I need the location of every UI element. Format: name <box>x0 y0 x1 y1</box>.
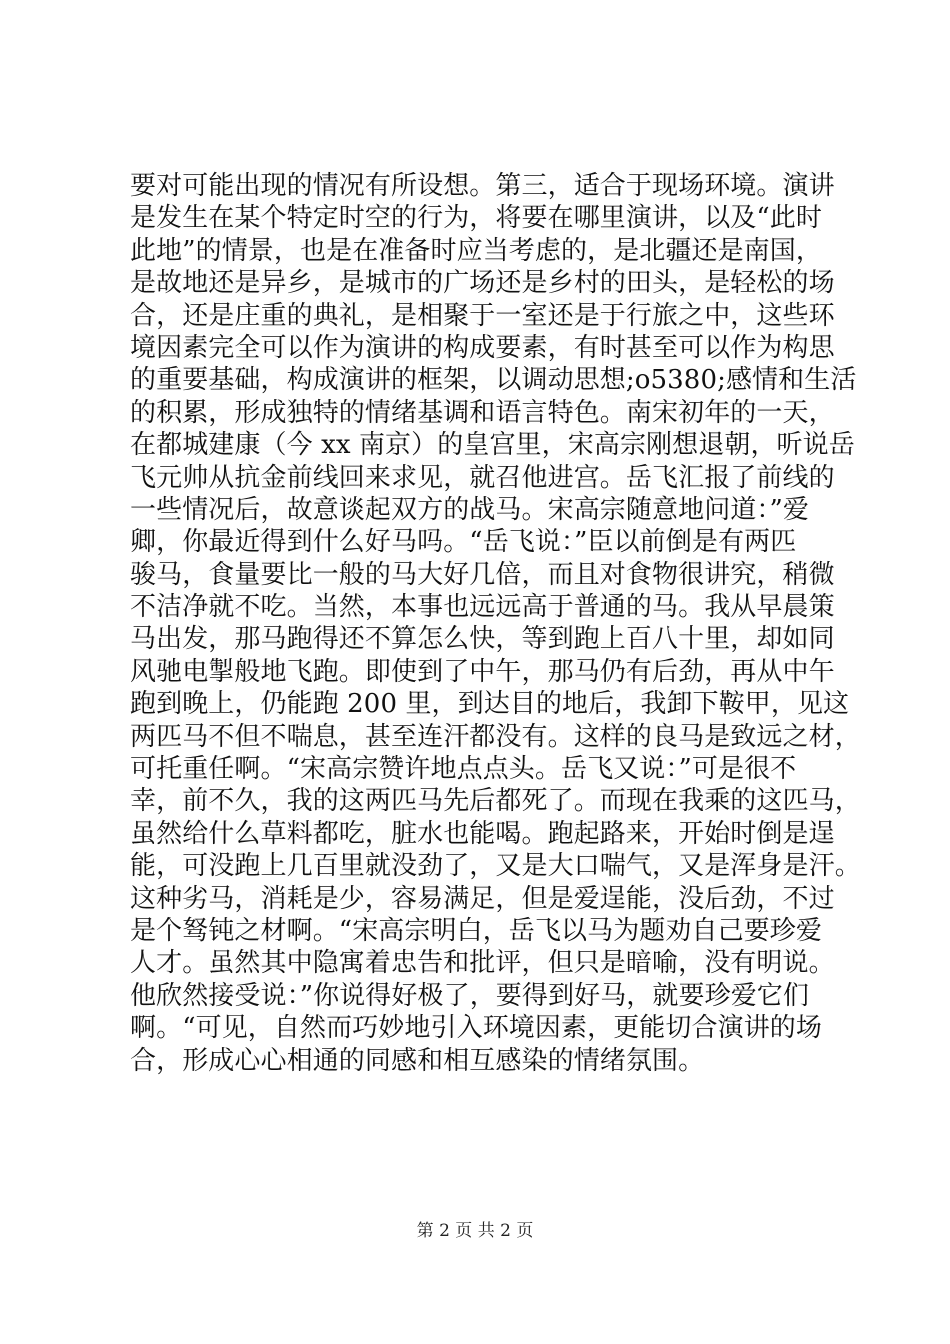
text-line: 这种劣马，消耗是少，容易满足，但是爱逞能，没后劲，不过 <box>130 883 835 914</box>
text-line: 跑到晚上，仍能跑 200 里，到达目的地后，我卸下鞍甲，见这 <box>130 689 850 720</box>
text-line: 是故地还是异乡，是城市的广场还是乡村的田头，是轻松的场 <box>130 268 835 299</box>
text-line: 合，还是庄重的典礼，是相聚于一室还是于行旅之中，这些环 <box>130 300 835 331</box>
text-line: 境因素完全可以作为演讲的构成要素，有时甚至可以作为构思 <box>130 332 835 363</box>
text-line: 一些情况后，故意谈起双方的战马。宋高宗随意地问道：”爱 <box>130 494 809 525</box>
text-line: 风驰电掣般地飞跑。即使到了中午，那马仍有后劲，再从中午 <box>130 656 835 687</box>
text-line: 此地”的情景，也是在准备时应当考虑的，是北疆还是南国， <box>130 235 822 266</box>
text-line: 能，可没跑上几百里就没劲了，又是大口喘气，又是浑身是汗。 <box>130 851 861 882</box>
body-text <box>130 170 861 1077</box>
text-line: 马出发，那马跑得还不算怎么快，等到跑上百八十里，却如同 <box>130 624 835 655</box>
text-line: 不洁净就不吃。当然，本事也远远高于普通的马。我从早晨策 <box>130 592 835 623</box>
text-line: 合，形成心心相通的同感和相互感染的情绪氛围。 <box>130 1045 705 1076</box>
text-line: 是发生在某个特定时空的行为，将要在哪里演讲，以及“此时 <box>130 203 822 234</box>
text-line: 在都城建康（今 xx 南京）的皇宫里，宋高宗刚想退朝，听说岳 <box>130 430 855 461</box>
text-line: 要对可能出现的情况有所设想。第三，适合于现场环境。演讲 <box>130 171 835 201</box>
text-line: 的积累，形成独特的情绪基调和语言特色。南宋初年的一天， <box>130 397 835 428</box>
text-line: 他欣然接受说：”你说得好极了，要得到好马，就要珍爱它们 <box>130 980 809 1011</box>
text-line: 两匹马不但不喘息，甚至连汗都没有。这样的良马是致远之材， <box>130 721 861 752</box>
text-line: 飞元帅从抗金前线回来求见，就召他进宫。岳飞汇报了前线的 <box>130 462 835 493</box>
text-line: 人才。虽然其中隐寓着忠告和批评，但只是暗喻，没有明说。 <box>130 948 835 979</box>
text-line: 的重要基础，构成演讲的框架，以调动思想;o5380;感情和生活 <box>130 365 857 396</box>
page-footer: 第 2 页 共 2 页 <box>416 1221 534 1241</box>
text-line: 可托重任啊。“宋高宗赞许地点点头。岳飞又说：”可是很不 <box>130 754 797 785</box>
text-line: 啊。“可见，自然而巧妙地引入环境因素，更能切合演讲的场 <box>130 1013 822 1044</box>
text-line: 虽然给什么草料都吃，脏水也能喝。跑起路来，开始时倒是逞 <box>130 818 835 849</box>
text-line: 幸，前不久，我的这两匹马先后都死了。而现在我乘的这匹马， <box>130 786 861 817</box>
text-line: 骏马，食量要比一般的马大好几倍，而且对食物很讲究，稍微 <box>130 559 835 590</box>
text-line: 是个驽钝之材啊。“宋高宗明白，岳飞以马为题劝自己要珍爱 <box>130 915 822 946</box>
text-line: 卿，你最近得到什么好马吗。“岳飞说：”臣以前倒是有两匹 <box>130 527 797 558</box>
